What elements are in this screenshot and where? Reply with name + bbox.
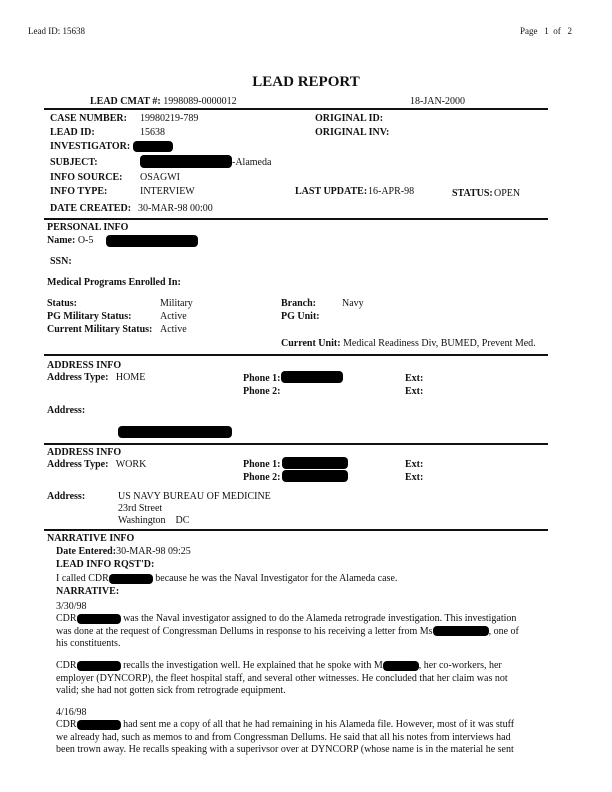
- current-military-status-value: Active: [160, 324, 187, 335]
- text-part: had sent me a copy of all that he had remaining in his Alameda file. However, most of it was stuff we already had, such as memos to and from Congressman Dellums. He said that all his notes from interviews had been trown away. He recalls speaking with a superivsor over at DYNCORP (whose name is in the material he sent: [56, 719, 515, 755]
- status-mil-label: Status:: [47, 298, 78, 309]
- personal-info-heading: PERSONAL INFO: [47, 222, 129, 233]
- address-type-value: HOME: [115, 372, 146, 383]
- date-created-value: 30-MAR-98 00:00: [138, 203, 213, 214]
- address-line2: 23rd Street: [118, 503, 163, 514]
- redaction: [282, 457, 348, 469]
- narrative-paragraph: [56, 660, 526, 698]
- ssn-label: SSN:: [50, 256, 72, 267]
- name-prefix: O-5: [77, 235, 94, 246]
- page-title: LEAD REPORT: [252, 74, 360, 90]
- redaction: [77, 720, 121, 730]
- redaction: [433, 626, 489, 636]
- address-type-value: WORK: [115, 459, 147, 470]
- redaction: [383, 661, 419, 671]
- text-part: , her co-workers, her employer (DYNCORP), the fleet hospital staff, and several other witnesses. He concluded that her claim was not valid; she had not gotten sick from retrograde equipment.: [56, 660, 508, 696]
- cmat-label: LEAD CMAT #:: [90, 96, 161, 107]
- redaction: [282, 470, 348, 482]
- narrative-date: 3/30/98: [56, 601, 87, 612]
- page-number: 1: [544, 26, 549, 36]
- redaction: [77, 614, 121, 624]
- original-inv-label: ORIGINAL INV:: [315, 127, 390, 138]
- narrative-date: 4/16/98: [56, 707, 87, 718]
- medical-programs-label: Medical Programs Enrolled In:: [47, 277, 181, 288]
- current-unit-line: [281, 338, 536, 349]
- last-update-value: 16-APR-98: [368, 186, 415, 197]
- narrative-info-heading: NARRATIVE INFO: [47, 533, 135, 544]
- divider: [44, 529, 548, 531]
- lead-info-rqst-text: [56, 573, 397, 584]
- subject-label: SUBJECT:: [50, 157, 98, 168]
- date-entered-label: Date Entered:: [56, 546, 117, 557]
- divider: [44, 443, 548, 445]
- address-info-heading: ADDRESS INFO: [47, 447, 122, 458]
- text-part: CDR: [56, 660, 77, 671]
- address-label: Address:: [47, 491, 86, 502]
- phone1-label: Phone 1:: [243, 373, 281, 384]
- phone2-label: Phone 2:: [243, 386, 281, 397]
- address-type-line: [47, 459, 146, 470]
- status-label: STATUS:: [452, 188, 493, 199]
- page-indicator: [520, 26, 572, 36]
- branch-label: Branch:: [281, 298, 316, 309]
- ext1-label: Ext:: [405, 459, 424, 470]
- text-part: CDR: [56, 613, 77, 624]
- ext2-label: Ext:: [405, 386, 424, 397]
- address-type-label: Address Type:: [47, 372, 109, 383]
- pg-military-status-value: Active: [160, 311, 187, 322]
- address-state: DC: [175, 515, 190, 526]
- pg-military-status-label: PG Military Status:: [47, 311, 132, 322]
- name-line: [47, 235, 93, 246]
- case-number-value: 19980219-789: [140, 113, 199, 124]
- last-update-label: LAST UPDATE:: [295, 186, 368, 197]
- redaction: [140, 155, 232, 168]
- date-entered-line: [56, 546, 191, 557]
- text-part: , one of his constituents.: [56, 625, 519, 649]
- narrative-paragraph: [56, 613, 526, 651]
- header-lead-id: Lead ID: 15638: [28, 26, 85, 36]
- text-part: recalls the investigation well. He explained that he spoke with M: [120, 660, 383, 671]
- lead-info-rqst-label: LEAD INFO RQST'D:: [56, 559, 155, 570]
- ext1-label: Ext:: [405, 373, 424, 384]
- address-city: Washington: [118, 515, 166, 526]
- ext2-label: Ext:: [405, 472, 424, 483]
- redaction: [106, 235, 198, 247]
- redaction: [281, 371, 343, 383]
- narrative-paragraph: [56, 719, 526, 757]
- divider: [44, 218, 548, 220]
- redaction: [133, 141, 173, 152]
- subject-suffix: -Alameda: [232, 157, 272, 168]
- address-label: Address:: [47, 405, 86, 416]
- address-city-line: [118, 515, 189, 526]
- case-number-label: CASE NUMBER:: [50, 113, 127, 124]
- phone2-label: Phone 2:: [243, 472, 281, 483]
- divider: [44, 354, 548, 356]
- cmat-line: [90, 96, 237, 107]
- current-unit-label: Current Unit:: [281, 338, 341, 349]
- current-military-status-label: Current Military Status:: [47, 324, 153, 335]
- branch-value: Navy: [342, 298, 364, 309]
- divider: [44, 108, 548, 110]
- page-total: 2: [567, 26, 572, 36]
- name-label: Name:: [47, 235, 76, 246]
- info-type-value: INTERVIEW: [140, 186, 195, 197]
- lead-id-value: 15638: [140, 127, 165, 138]
- page-of: of: [553, 26, 561, 36]
- redaction: [118, 426, 232, 438]
- redaction: [77, 661, 121, 671]
- text-part: I called CDR: [56, 573, 109, 584]
- phone1-label: Phone 1:: [243, 459, 281, 470]
- current-unit-value: Medical Readiness Div, BUMED, Prevent Med.: [343, 338, 536, 349]
- investigator-label: INVESTIGATOR:: [50, 141, 131, 152]
- report-date: 18-JAN-2000: [410, 96, 465, 107]
- date-entered-value: 30-MAR-98 09:25: [116, 546, 191, 557]
- status-value: OPEN: [494, 188, 521, 199]
- address-info-heading: ADDRESS INFO: [47, 360, 122, 371]
- address-type-line: [47, 372, 145, 383]
- narrative-label: NARRATIVE:: [56, 586, 120, 597]
- info-type-label: INFO TYPE:: [50, 186, 108, 197]
- text-part: CDR: [56, 719, 77, 730]
- status-mil-value: Military: [160, 298, 193, 309]
- original-id-label: ORIGINAL ID:: [315, 113, 384, 124]
- date-created-label: DATE CREATED:: [50, 203, 132, 214]
- text-part: because he was the Naval Investigator for the Alameda case.: [152, 573, 398, 584]
- info-source-label: INFO SOURCE:: [50, 172, 123, 183]
- redaction: [109, 574, 153, 584]
- page-word: Page: [520, 26, 538, 36]
- address-type-label: Address Type:: [47, 459, 109, 470]
- text-part: was the Naval investigator assigned to do the Alameda retrograde investigation. This investigation was done at the request of Congressman Dellums in response to his receiving a letter from Ms: [56, 613, 517, 637]
- pg-unit-label: PG Unit:: [281, 311, 320, 322]
- cmat-value: 1998089-0000012: [163, 96, 237, 107]
- info-source-value: OSAGWI: [140, 172, 180, 183]
- address-line1: US NAVY BUREAU OF MEDICINE: [118, 491, 271, 502]
- lead-id-label: LEAD ID:: [50, 127, 95, 138]
